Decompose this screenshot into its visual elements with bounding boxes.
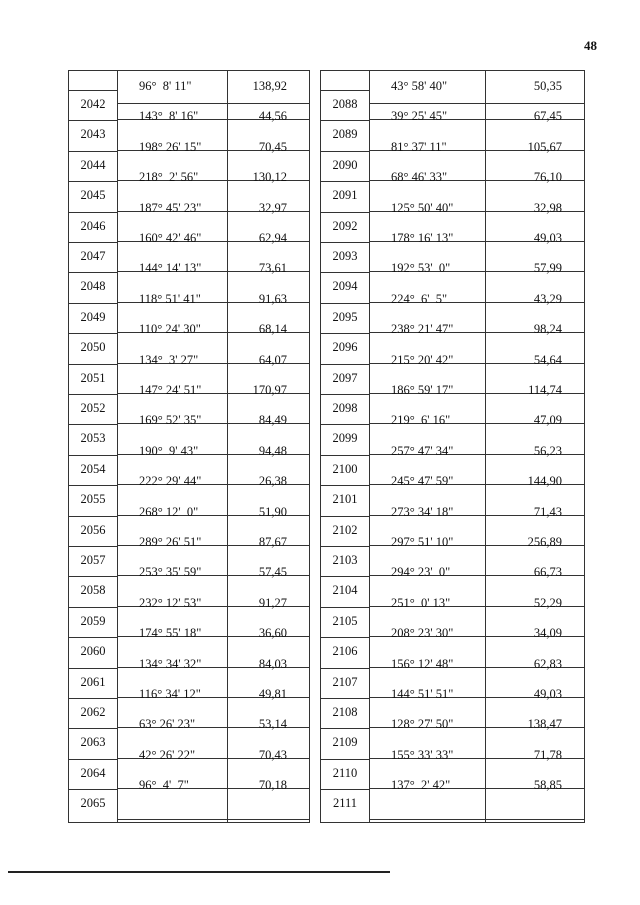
point-rule — [321, 607, 369, 608]
point-rule — [321, 576, 369, 577]
direction-angle: 238° 21' 47" — [391, 322, 454, 337]
point-rule — [69, 394, 117, 395]
point-rule — [321, 668, 369, 669]
point-number: 2104 — [332, 583, 358, 598]
point-number: 2099 — [332, 431, 358, 446]
direction-angle: 251° 0' 13" — [391, 595, 451, 610]
point-number: 2042 — [80, 97, 106, 111]
point-rule — [69, 242, 117, 243]
point-number: 2110 — [332, 765, 358, 780]
point-rule — [69, 576, 117, 577]
point-number: 2061 — [80, 674, 106, 689]
distance-value: 52,29 — [533, 595, 562, 610]
point-number: 2060 — [80, 644, 106, 659]
direction-angle: 294° 23' 0" — [391, 565, 451, 580]
point-number: 2089 — [332, 127, 358, 142]
point-rule — [321, 303, 369, 304]
distance-value: 58,85 — [533, 778, 562, 793]
direction-angle: 192° 53' 0" — [391, 261, 451, 276]
point-number: 2053 — [80, 431, 106, 446]
direction-angle: 134° 3' 27" — [139, 352, 199, 367]
direction-angle: 42° 26' 22" — [139, 747, 196, 762]
direction-angle: 116° 34' 12" — [139, 687, 201, 701]
point-rule — [321, 424, 369, 425]
column-rule — [369, 71, 370, 822]
point-number: 2058 — [80, 583, 106, 598]
direction-angle: 222° 29' 44" — [139, 474, 202, 489]
point-number: 2090 — [332, 157, 358, 172]
direction-angle: 187° 45' 23" — [139, 200, 202, 215]
direction-angle: 143° 8' 16" — [139, 109, 199, 124]
row-rule — [117, 103, 309, 104]
point-number: 2088 — [332, 97, 358, 111]
row-rule — [369, 103, 584, 104]
distance-value: 91,63 — [258, 291, 287, 306]
point-rule — [321, 698, 369, 699]
point-rule — [321, 212, 369, 213]
bottom-rule — [8, 871, 390, 873]
distance-value: 84,49 — [258, 413, 287, 428]
direction-angle: 144° 51' 51" — [391, 687, 454, 701]
distance-value: 144,90 — [527, 474, 562, 489]
column-rule — [117, 71, 118, 822]
point-rule — [321, 485, 369, 486]
point-number: 2044 — [80, 157, 106, 172]
distance-value: 64,07 — [258, 352, 287, 367]
distance-value: 71,78 — [533, 747, 562, 762]
direction-angle: 96° 4' 7" — [139, 778, 189, 793]
distance-value: 34,09 — [533, 626, 562, 641]
direction-angle: 156° 12' 48" — [391, 656, 454, 671]
distance-value: 105,67 — [527, 139, 562, 154]
distance-value: 53,14 — [258, 717, 287, 732]
direction-angle: 125° 50' 40" — [391, 200, 454, 215]
point-number: 2051 — [80, 370, 106, 385]
direction-angle: 160° 42' 46" — [139, 231, 202, 245]
distance-value: 62,94 — [258, 231, 287, 245]
direction-angle: 169° 52' 35" — [139, 413, 202, 428]
distance-value: 94,48 — [258, 443, 287, 458]
direction-angle: 219° 6' 16" — [391, 413, 451, 428]
point-rule — [321, 759, 369, 760]
point-rule — [69, 759, 117, 760]
distance-value: 66,73 — [533, 565, 562, 580]
distance-value: 57,99 — [533, 261, 562, 276]
direction-angle: 253° 35' 59" — [139, 565, 202, 580]
direction-angle: 268° 12' 0" — [139, 504, 199, 519]
distance-value: 87,67 — [258, 535, 287, 549]
direction-angle: 186° 59' 17" — [391, 383, 454, 397]
point-rule — [69, 516, 117, 517]
point-number: 2043 — [80, 127, 106, 142]
point-number: 2105 — [332, 613, 358, 628]
distance-value: 54,64 — [533, 352, 562, 367]
point-number: 2108 — [332, 705, 358, 719]
direction-angle: 232° 12' 53" — [139, 595, 202, 610]
point-number: 2107 — [332, 674, 358, 689]
distance-value: 26,38 — [258, 474, 287, 489]
direction-angle: 68° 46' 33" — [391, 170, 448, 185]
direction-angle: 134° 34' 32" — [139, 656, 202, 671]
point-rule — [69, 789, 117, 790]
point-rule — [321, 242, 369, 243]
distance-value: 84,03 — [258, 656, 287, 671]
point-rule — [321, 546, 369, 547]
direction-angle: 110° 24' 30" — [139, 322, 201, 337]
distance-value: 170,97 — [252, 383, 287, 397]
direction-angle: 289° 26' 51" — [139, 535, 202, 549]
distance-value: 50,35 — [533, 79, 562, 93]
distance-value: 67,45 — [533, 109, 562, 124]
point-number: 2064 — [80, 765, 106, 780]
point-number: 2054 — [80, 461, 106, 476]
distance-value: 130,12 — [252, 170, 287, 185]
distance-value: 57,45 — [258, 565, 287, 580]
point-rule — [321, 728, 369, 729]
coordinate-table-right — [320, 70, 585, 823]
point-rule — [69, 455, 117, 456]
distance-value: 68,14 — [258, 322, 287, 337]
row-rule — [117, 819, 309, 820]
point-number: 2106 — [332, 644, 358, 659]
point-number: 2056 — [80, 522, 106, 537]
point-number: 2092 — [332, 218, 358, 233]
point-rule — [69, 698, 117, 699]
point-number: 2094 — [332, 279, 358, 294]
direction-angle: 215° 20' 42" — [391, 352, 454, 367]
point-number: 2050 — [80, 340, 106, 355]
point-number: 2101 — [332, 492, 358, 507]
point-rule — [69, 303, 117, 304]
point-rule — [321, 637, 369, 638]
point-rule — [69, 364, 117, 365]
distance-value: 138,47 — [527, 717, 562, 732]
distance-value: 56,23 — [533, 443, 562, 458]
point-rule — [69, 728, 117, 729]
point-number: 2095 — [332, 309, 358, 324]
distance-value: 49,03 — [533, 687, 562, 701]
direction-angle: 208° 23' 30" — [391, 626, 454, 641]
point-rule — [69, 181, 117, 182]
point-number: 2055 — [80, 492, 106, 507]
point-rule — [69, 485, 117, 486]
point-number: 2096 — [332, 340, 358, 355]
point-rule — [321, 516, 369, 517]
distance-value: 44,56 — [258, 109, 287, 124]
point-number: 2047 — [80, 249, 106, 263]
point-rule — [321, 181, 369, 182]
direction-angle: 43° 58' 40" — [391, 79, 448, 93]
point-number: 2109 — [332, 735, 358, 750]
point-rule — [321, 151, 369, 152]
point-rule — [69, 333, 117, 334]
distance-value: 62,83 — [533, 656, 562, 671]
distance-value: 47,09 — [533, 413, 562, 428]
point-number: 2063 — [80, 735, 106, 750]
direction-angle: 224° 6' 5" — [391, 291, 448, 306]
point-rule — [321, 364, 369, 365]
direction-angle: 297° 51' 10" — [391, 535, 454, 549]
point-rule — [69, 120, 117, 121]
point-number: 2059 — [80, 613, 106, 628]
point-rule — [69, 637, 117, 638]
point-number: 2048 — [80, 279, 106, 294]
direction-angle: 63° 26' 23" — [139, 717, 196, 732]
distance-value: 71,43 — [533, 504, 562, 519]
point-number: 2046 — [80, 218, 106, 233]
point-rule — [69, 668, 117, 669]
direction-angle: 96° 8' 11" — [139, 79, 192, 93]
point-number: 2057 — [80, 553, 106, 567]
distance-value: 138,92 — [252, 79, 287, 93]
point-rule — [321, 333, 369, 334]
direction-angle: 257° 47' 34" — [391, 443, 454, 458]
direction-angle: 178° 16' 13" — [391, 231, 454, 245]
point-number: 2052 — [80, 401, 106, 415]
direction-angle: 118° 51' 41" — [139, 291, 201, 306]
point-number: 2097 — [332, 370, 358, 385]
direction-angle: 245° 47' 59" — [391, 474, 454, 489]
direction-angle: 273° 34' 18" — [391, 504, 454, 519]
direction-angle: 147° 24' 51" — [139, 383, 202, 397]
point-rule — [321, 455, 369, 456]
distance-value: 76,10 — [533, 170, 562, 185]
direction-angle: 81° 37' 11" — [391, 139, 447, 154]
point-rule — [69, 90, 117, 91]
point-number: 2100 — [332, 461, 358, 476]
point-rule — [69, 607, 117, 608]
distance-value: 43,29 — [533, 291, 562, 306]
point-rule — [69, 272, 117, 273]
direction-angle: 137° 2' 42" — [391, 778, 451, 793]
point-number: 2093 — [332, 249, 358, 263]
distance-value: 70,43 — [258, 747, 287, 762]
distance-value: 51,90 — [258, 504, 287, 519]
point-rule — [321, 789, 369, 790]
coordinate-table-left — [68, 70, 310, 823]
point-rule — [321, 120, 369, 121]
point-rule — [321, 394, 369, 395]
direction-angle: 190° 9' 43" — [139, 443, 199, 458]
point-rule — [69, 424, 117, 425]
distance-value: 91,27 — [258, 595, 287, 610]
point-number: 2111 — [332, 796, 358, 811]
direction-angle: 155° 33' 33" — [391, 747, 454, 762]
point-rule — [69, 546, 117, 547]
point-number: 2049 — [80, 309, 106, 324]
point-number: 2098 — [332, 401, 358, 415]
page-number: 48 — [584, 38, 597, 53]
direction-angle: 174° 55' 18" — [139, 626, 202, 641]
distance-value: 70,45 — [258, 139, 287, 154]
row-rule — [369, 819, 584, 820]
distance-value: 70,18 — [258, 778, 287, 793]
point-rule — [69, 212, 117, 213]
distance-value: 98,24 — [533, 322, 562, 337]
distance-value: 32,98 — [533, 200, 562, 215]
point-number: 2045 — [80, 188, 106, 203]
distance-value: 256,89 — [527, 535, 562, 549]
distance-value: 49,03 — [533, 231, 562, 245]
point-number: 2091 — [332, 188, 358, 203]
direction-angle: 39° 25' 45" — [391, 109, 448, 124]
point-number: 2102 — [332, 522, 358, 537]
point-number: 2065 — [80, 796, 106, 811]
distance-value: 32,97 — [258, 200, 287, 215]
direction-angle: 144° 14' 13" — [139, 261, 202, 276]
distance-value: 49,81 — [258, 687, 287, 701]
direction-angle: 128° 27' 50" — [391, 717, 454, 732]
point-rule — [321, 272, 369, 273]
point-number: 2103 — [332, 553, 358, 567]
distance-value: 73,61 — [258, 261, 287, 276]
point-rule — [69, 151, 117, 152]
point-number: 2062 — [80, 705, 106, 719]
distance-value: 36,60 — [258, 626, 287, 641]
direction-angle: 198° 26' 15" — [139, 139, 202, 154]
point-rule — [321, 90, 369, 91]
distance-value: 114,74 — [528, 383, 562, 397]
direction-angle: 218° 2' 56" — [139, 170, 199, 185]
